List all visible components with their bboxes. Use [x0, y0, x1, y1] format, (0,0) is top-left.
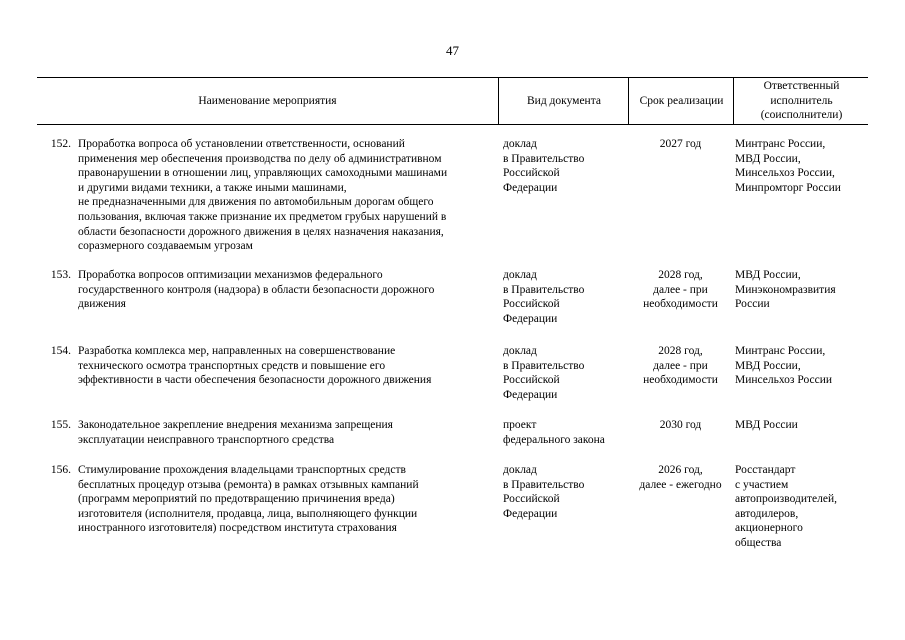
row-name: Стимулирование прохождения владельцами транспортных средств бесплатных процедур отзыва (ремонта) в рамках отзывных кампаний (программ мероприятий по предотвращению причинения вреда) изготовителя (исполнителя, продавца, лица, выполняющего функции иностранного изготовителя) посредством института страхования — [78, 464, 419, 535]
row-doc-type: проект федерального закона — [503, 419, 605, 446]
row-term: 2030 год — [659, 419, 702, 431]
row-name: Законодательное закрепление внедрения механизма запрещения эксплуатации неисправного транспортного средства — [78, 419, 393, 446]
row-name: Проработка вопроса об установлении ответственности, оснований применения мер обеспечения производства по делу об административном правонарушении в отношении лиц, управляющих самоходными машинами и другими видами техники, а также иными машинами, не предназначенными для движения по автомобильным дорогам общего пользования, включая также признание их предметом грубых нарушений в области безопасности дорожного движения в целях назначения наказания, соразмерного создаваемым угрозам — [78, 138, 448, 253]
row-doc-type: доклад в Правительство Российской Федерации — [503, 138, 585, 194]
header-doc-type — [498, 78, 629, 124]
header-term — [628, 78, 734, 124]
row-responsible: МВД России — [735, 419, 798, 431]
row-term: 2028 год, далее - при необходимости — [643, 345, 718, 387]
row-number: 155. — [50, 419, 71, 431]
row-name: Разработка комплекса мер, направленных на совершенствование технического осмотра транспортных средств и повышение его эффективности в части обеспечения безопасности дорожного движения — [78, 345, 432, 387]
row-doc-type: доклад в Правительство Российской Федерации — [503, 269, 585, 325]
row-term: 2026 год, далее - ежегодно — [639, 464, 722, 491]
header-responsible — [733, 78, 869, 124]
header-doc-type-label: Вид документа — [527, 94, 601, 107]
row-doc-type: доклад в Правительство Российской Федерации — [503, 345, 585, 401]
page-number: 47 — [446, 43, 459, 58]
row-number: 154. — [50, 345, 71, 357]
measures-table — [37, 77, 868, 549]
row-responsible: МВД России, Минэкономразвития России — [735, 269, 836, 311]
row-number: 153. — [50, 269, 71, 281]
row-term: 2027 год — [659, 138, 702, 150]
header-name-label: Наименование мероприятия — [198, 94, 337, 107]
row-responsible: Росстандарт с участием автопроизводителей, автодилеров, акционерного общества — [735, 464, 838, 549]
row-responsible: Минтранс России, МВД России, Минсельхоз России, Минпромторг России — [735, 138, 841, 194]
table-header — [37, 77, 868, 125]
row-responsible: Минтранс России, МВД России, Минсельхоз России — [735, 345, 833, 387]
row-doc-type: доклад в Правительство Российской Федерации — [503, 464, 585, 520]
header-responsible-label: Ответственный исполнитель (соисполнители) — [760, 80, 843, 122]
header-term-label: Срок реализации — [639, 94, 724, 107]
row-name: Проработка вопросов оптимизации механизмов федерального государственного контроля (надзора) в области безопасности дорожного движения — [78, 269, 435, 311]
header-name — [37, 78, 498, 124]
row-number: 156. — [50, 464, 71, 476]
row-term: 2028 год, далее - при необходимости — [643, 269, 718, 311]
row-number: 152. — [50, 138, 71, 150]
